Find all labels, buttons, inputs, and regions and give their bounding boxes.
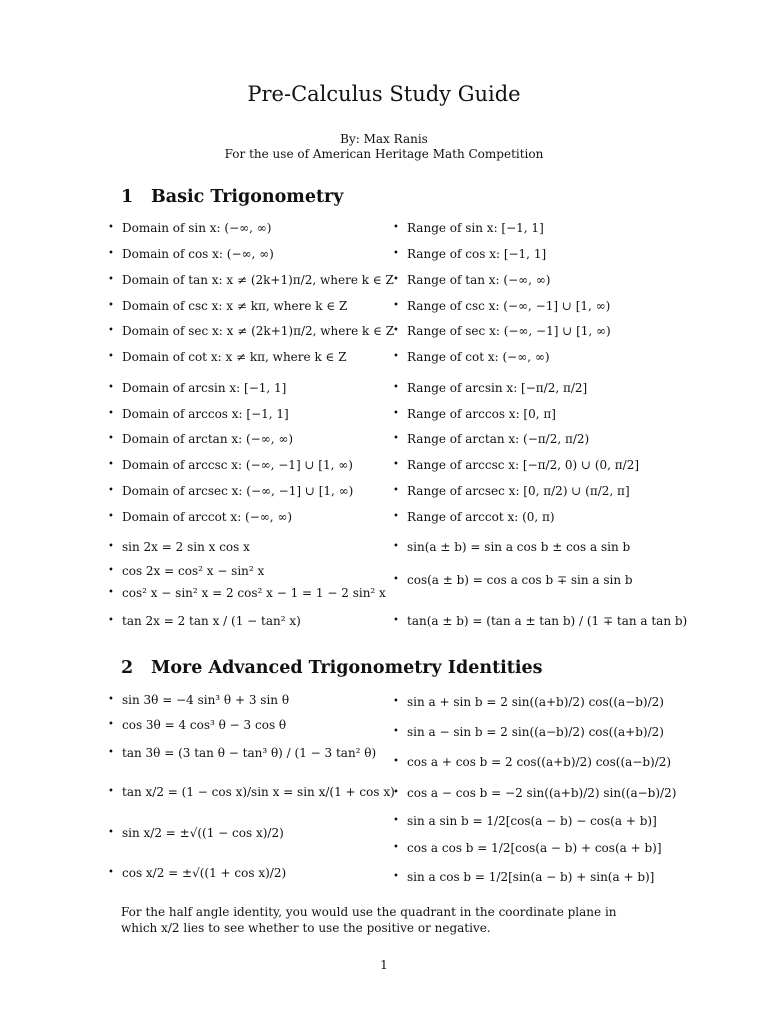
section-title: Basic Trigonometry <box>151 187 344 207</box>
formula-text: Domain of arccsc x: (−∞, −1] ∪ [1, ∞) <box>122 458 353 472</box>
formula-item: • tan 2x = 2 tan x / (1 − tan² x) <box>108 614 301 628</box>
formula-item: • sin a cos b = 1/2[sin(a − b) + sin(a + b)] <box>393 870 655 884</box>
formula-text: Range of cos x: [−1, 1] <box>407 247 547 261</box>
formula-text: tan 2x = 2 tan x / (1 − tan² x) <box>122 614 301 628</box>
formula-item: • Domain of arcsec x: (−∞, −1] ∪ [1, ∞) <box>108 484 354 498</box>
formula-text: sin 2x = 2 sin x cos x <box>122 540 250 554</box>
formula-text: sin a cos b = 1/2[sin(a − b) + sin(a + b)] <box>407 870 655 884</box>
formula-text: sin(a ± b) = sin a cos b ± cos a sin b <box>407 540 631 554</box>
formula-item: • Domain of arcsin x: [−1, 1] <box>108 381 287 395</box>
formula-text: cos a − cos b = −2 sin((a+b)/2) sin((a−b)/2) <box>407 786 677 800</box>
formula-text: Range of arctan x: (−π/2, π/2) <box>407 432 590 446</box>
formula-text: Domain of sec x: x ≠ (2k+1)π/2, where k ∈ Z <box>122 324 395 338</box>
formula-item: • Domain of arctan x: (−∞, ∞) <box>108 432 294 446</box>
formula-text: Domain of arccos x: [−1, 1] <box>122 407 289 421</box>
formula-text: Domain of arccot x: (−∞, ∞) <box>122 510 293 524</box>
formula-text: Domain of tan x: x ≠ (2k+1)π/2, where k ∈ Z <box>122 273 394 287</box>
formula-text: Domain of cos x: (−∞, ∞) <box>122 247 274 261</box>
formula-text: Range of arcsec x: [0, π/2) ∪ (π/2, π] <box>407 484 630 498</box>
formula-item: • Domain of sec x: x ≠ (2k+1)π/2, where k ∈ Z <box>108 324 395 338</box>
formula-item: • Domain of sin x: (−∞, ∞) <box>108 221 272 235</box>
byline <box>0 132 768 162</box>
formula-item: • sin a sin b = 1/2[cos(a − b) − cos(a + b)] <box>393 814 657 828</box>
formula-text: cos 3θ = 4 cos³ θ − 3 cos θ <box>122 718 287 732</box>
formula-text: sin a + sin b = 2 sin((a+b)/2) cos((a−b)/2) <box>407 695 664 709</box>
formula-item: • Range of sec x: (−∞, −1] ∪ [1, ∞) <box>393 324 611 338</box>
formula-item: • Range of arccot x: (0, π) <box>393 510 555 524</box>
formula-item: • sin x/2 = ±√((1 − cos x)/2) <box>108 826 284 840</box>
formula-text: Domain of arctan x: (−∞, ∞) <box>122 432 294 446</box>
formula-text: cos² x − sin² x = 2 cos² x − 1 = 1 − 2 sin² x <box>122 586 386 600</box>
formula-item: • sin a − sin b = 2 sin((a−b)/2) cos((a+b)/2) <box>393 725 664 739</box>
formula-item: • sin 3θ = −4 sin³ θ + 3 sin θ <box>108 693 290 707</box>
formula-text: Range of csc x: (−∞, −1] ∪ [1, ∞) <box>407 299 611 313</box>
formula-text: Domain of sin x: (−∞, ∞) <box>122 221 272 235</box>
formula-item: • cos 2x = cos² x − sin² x <box>108 564 265 578</box>
formula-item: • Domain of tan x: x ≠ (2k+1)π/2, where k ∈ Z <box>108 273 394 287</box>
formula-item: • cos a − cos b = −2 sin((a+b)/2) sin((a−b)/2) <box>393 786 677 800</box>
author-line: By: Max Ranis <box>340 132 428 146</box>
formula-text: Domain of csc x: x ≠ kπ, where k ∈ Z <box>122 299 348 313</box>
formula-item: • tan(a ± b) = (tan a ± tan b) / (1 ∓ tan a tan b) <box>393 614 688 628</box>
formula-text: Range of arcsin x: [−π/2, π/2] <box>407 381 588 395</box>
formula-item: • cos² x − sin² x = 2 cos² x − 1 = 1 − 2 sin² x <box>108 586 386 600</box>
formula-item: • Domain of arccsc x: (−∞, −1] ∪ [1, ∞) <box>108 458 353 472</box>
formula-item: • cos a cos b = 1/2[cos(a − b) + cos(a + b)] <box>393 841 662 855</box>
formula-item: • Domain of cot x: x ≠ kπ, where k ∈ Z <box>108 350 347 364</box>
formula-item: • Range of cot x: (−∞, ∞) <box>393 350 550 364</box>
formula-item: • sin 2x = 2 sin x cos x <box>108 540 250 554</box>
formula-text: Range of sin x: [−1, 1] <box>407 221 544 235</box>
formula-item: • cos x/2 = ±√((1 + cos x)/2) <box>108 866 287 880</box>
formula-text: Domain of cot x: x ≠ kπ, where k ∈ Z <box>122 350 347 364</box>
formula-text: tan x/2 = (1 − cos x)/sin x = sin x/(1 + cos x) <box>122 785 395 799</box>
section-title: More Advanced Trigonometry Identities <box>151 658 543 678</box>
formula-item: • Domain of arccos x: [−1, 1] <box>108 407 289 421</box>
formula-item: • sin(a ± b) = sin a cos b ± cos a sin b <box>393 540 631 554</box>
formula-text: Range of tan x: (−∞, ∞) <box>407 273 551 287</box>
formula-text: sin a sin b = 1/2[cos(a − b) − cos(a + b)] <box>407 814 657 828</box>
formula-item: • Domain of arccot x: (−∞, ∞) <box>108 510 293 524</box>
formula-text: sin a − sin b = 2 sin((a−b)/2) cos((a+b)/2) <box>407 725 664 739</box>
formula-item: • Range of arccos x: [0, π] <box>393 407 556 421</box>
formula-text: Range of arccot x: (0, π) <box>407 510 555 524</box>
section-number: 1 <box>121 187 134 207</box>
formula-text: cos(a ± b) = cos a cos b ∓ sin a sin b <box>407 573 633 587</box>
formula-text: Domain of arcsec x: (−∞, −1] ∪ [1, ∞) <box>122 484 354 498</box>
formula-item: • cos 3θ = 4 cos³ θ − 3 cos θ <box>108 718 287 732</box>
formula-text: tan 3θ = (3 tan θ − tan³ θ) / (1 − 3 tan² θ) <box>122 746 377 760</box>
formula-item: • cos(a ± b) = cos a cos b ∓ sin a sin b <box>393 573 633 587</box>
section-number: 2 <box>121 658 134 678</box>
formula-text: sin 3θ = −4 sin³ θ + 3 sin θ <box>122 693 290 707</box>
formula-item: • Domain of csc x: x ≠ kπ, where k ∈ Z <box>108 299 348 313</box>
formula-item: • cos a + cos b = 2 cos((a+b)/2) cos((a−b)/2) <box>393 755 672 769</box>
section-1-heading <box>121 187 343 207</box>
formula-text: cos a + cos b = 2 cos((a+b)/2) cos((a−b)/2) <box>407 755 672 769</box>
formula-item: • Range of cos x: [−1, 1] <box>393 247 547 261</box>
formula-item: • Range of sin x: [−1, 1] <box>393 221 544 235</box>
section-2-heading <box>121 658 543 678</box>
formula-item: • tan x/2 = (1 − cos x)/sin x = sin x/(1 + cos x) <box>108 785 395 799</box>
formula-item: • tan 3θ = (3 tan θ − tan³ θ) / (1 − 3 tan² θ) <box>108 746 377 760</box>
formula-text: Domain of arcsin x: [−1, 1] <box>122 381 287 395</box>
formula-item: • Range of arctan x: (−π/2, π/2) <box>393 432 590 446</box>
formula-item: • Range of arccsc x: [−π/2, 0) ∪ (0, π/2] <box>393 458 640 472</box>
formula-text: cos a cos b = 1/2[cos(a − b) + cos(a + b)] <box>407 841 662 855</box>
formula-text: Range of arccsc x: [−π/2, 0) ∪ (0, π/2] <box>407 458 640 472</box>
formula-item: • Range of csc x: (−∞, −1] ∪ [1, ∞) <box>393 299 611 313</box>
formula-item: • Range of tan x: (−∞, ∞) <box>393 273 551 287</box>
formula-text: sin x/2 = ±√((1 − cos x)/2) <box>122 826 284 840</box>
formula-text: cos 2x = cos² x − sin² x <box>122 564 265 578</box>
formula-item: • Range of arcsec x: [0, π/2) ∪ (π/2, π] <box>393 484 630 498</box>
formula-text: Range of sec x: (−∞, −1] ∪ [1, ∞) <box>407 324 611 338</box>
formula-text: Range of arccos x: [0, π] <box>407 407 556 421</box>
formula-item: • sin a + sin b = 2 sin((a+b)/2) cos((a−b)/2) <box>393 695 664 709</box>
formula-item: • Range of arcsin x: [−π/2, π/2] <box>393 381 588 395</box>
formula-text: cos x/2 = ±√((1 + cos x)/2) <box>122 866 287 880</box>
half-angle-note: For the half angle identity, you would use the quadrant in the coordinate plane in which x/2 lies to see whether to use the positive or negative. <box>121 905 617 935</box>
formula-text: tan(a ± b) = (tan a ± tan b) / (1 ∓ tan a tan b) <box>407 614 688 628</box>
purpose-line: For the use of American Heritage Math Competition <box>224 147 544 161</box>
page-number: 1 <box>380 958 388 972</box>
formula-text: Range of cot x: (−∞, ∞) <box>407 350 550 364</box>
page-title: Pre-Calculus Study Guide <box>247 82 521 106</box>
formula-item: • Domain of cos x: (−∞, ∞) <box>108 247 274 261</box>
